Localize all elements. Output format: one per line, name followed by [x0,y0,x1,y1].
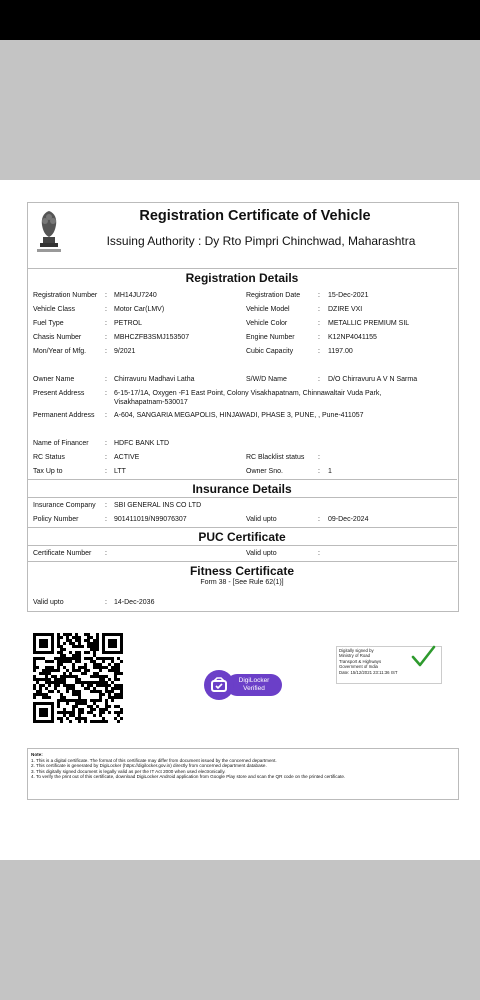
qr-code [33,633,123,723]
value-registration-number: MH14JU7240 [114,292,157,299]
fitness-form-rule: Form 38 - [See Rule 62(1)] [200,579,284,586]
value-mfg: 9/2021 [114,348,136,355]
label-rc-blacklist: RC Blacklist status [246,454,305,461]
label-puc-valid-upto: Valid upto [246,550,277,557]
label-registration-date: Registration Date [246,292,301,299]
label-engine-number: Engine Number [246,334,295,341]
value-insurance-company: SBI GENERAL INS CO LTD [114,502,202,509]
divider [27,545,457,546]
label-puc-certificate-number: Certificate Number [33,550,92,557]
digital-signature-text: Digitally signed by Ministry of Road Transport & Highways Government of India Date: 15/12/2021 23:11:36 IST [339,648,398,675]
label-tax-upto: Tax Up to [33,468,63,475]
label-swd-name: S/W/D Name [246,376,287,383]
label-rc-status: RC Status [33,454,65,461]
label-mfg: Mon/Year of Mfg. [33,348,87,355]
divider [27,561,457,562]
label-insurance-valid-upto: Valid upto [246,516,277,523]
note-item: 3. This digitally signed document is legally valid as per the IT Act 2000 when used electronically. [31,768,226,774]
label-vehicle-model: Vehicle Model [246,306,290,313]
label-financer: Name of Financer [33,440,89,447]
section-puc-certificate: PUC Certificate [198,530,286,544]
label-vehicle-color: Vehicle Color [246,320,288,327]
value-vehicle-class: Motor Car(LMV) [114,306,165,313]
section-insurance-details: Insurance Details [192,482,292,496]
value-financer: HDFC BANK LTD [114,440,170,447]
value-permanent-address: A-604, SANGARIA MEGAPOLIS, HINJAWADI, PHASE 3, PUNE, , Pune-411057 [114,412,364,419]
section-fitness-certificate: Fitness Certificate [189,564,295,578]
label-owner-name: Owner Name [33,376,75,383]
label-vehicle-class: Vehicle Class [33,306,76,313]
label-fitness-valid-upto: Valid upto [33,599,64,606]
status-bar [0,0,480,40]
section-registration-details: Registration Details [185,271,299,285]
value-insurance-valid-upto: 09-Dec-2024 [328,516,369,523]
digilocker-logo-icon [204,670,234,700]
value-vehicle-color: METALLIC PREMIUM SIL [328,320,410,327]
divider [27,268,457,269]
digilocker-status: Verified [243,685,265,692]
label-insurance-company: Insurance Company [33,502,96,509]
divider [27,527,457,528]
label-chasis-number: Chasis Number [33,334,82,341]
value-present-address: 6-15-17/1A, Oxygen -F1 East Point, Colony Visakhapatnam, Chinnawaltair Vuda Park, Visakhapatnam-530017 [114,390,382,406]
digilocker-name: DigiLocker [238,677,270,684]
label-fuel-type: Fuel Type [33,320,64,327]
value-rc-status: ACTIVE [114,454,140,461]
note-item: 1. This is a digital certificate. The format of this certificate may differ from document issued by the concerned department. [31,757,277,763]
bottom-margin [0,860,480,1000]
top-margin [0,40,480,180]
certificate-title: Registration Certificate of Vehicle [139,208,371,224]
certificate-frame [27,202,459,612]
value-owner-name: Chirravuru Madhavi Latha [114,376,195,383]
divider [27,497,457,498]
label-cubic-capacity: Cubic Capacity [246,348,294,355]
value-chasis-number: MBHCZFB3SMJ153507 [114,334,190,341]
national-emblem-icon [34,207,64,257]
label-present-address: Present Address [33,390,85,397]
note-item: 4. To verify the print out of this certificate, download DigiLocker Android application from Google Play store and scan the QR code on the printed certificate. [31,774,346,780]
label-permanent-address: Permanent Address [33,412,95,419]
digilocker-verified-badge [226,674,282,696]
value-cubic-capacity: 1197.00 [328,348,353,355]
value-vehicle-model: DZIRE VXI [328,306,363,313]
value-swd-name: D/O Chirravuru A V N Sarma [328,376,418,383]
note-item: 2. This certificate is generated by DigiLocker (https://digilocker.gov.in) directly from concerned department database. [31,763,267,769]
label-policy-number: Policy Number [33,516,79,523]
label-registration-number: Registration Number [33,292,98,299]
value-fuel-type: PETROL [114,320,143,327]
notes-heading: Note: [31,752,43,757]
value-policy-number: 901411019/N99076307 [114,516,187,523]
value-engine-number: K12NP4041155 [328,334,377,341]
divider [27,479,457,480]
value-owner-sno: 1 [328,468,332,475]
notes-text [31,752,345,780]
label-owner-sno: Owner Sno. [246,468,283,475]
signature-valid-check-icon [410,644,436,670]
value-tax-upto: LTT [114,468,126,475]
value-registration-date: 15-Dec-2021 [328,292,369,299]
issuing-authority: Issuing Authority : Dy Rto Pimpri Chinchwad, Maharashtra [106,234,416,248]
value-fitness-valid-upto: 14-Dec-2036 [114,599,155,606]
